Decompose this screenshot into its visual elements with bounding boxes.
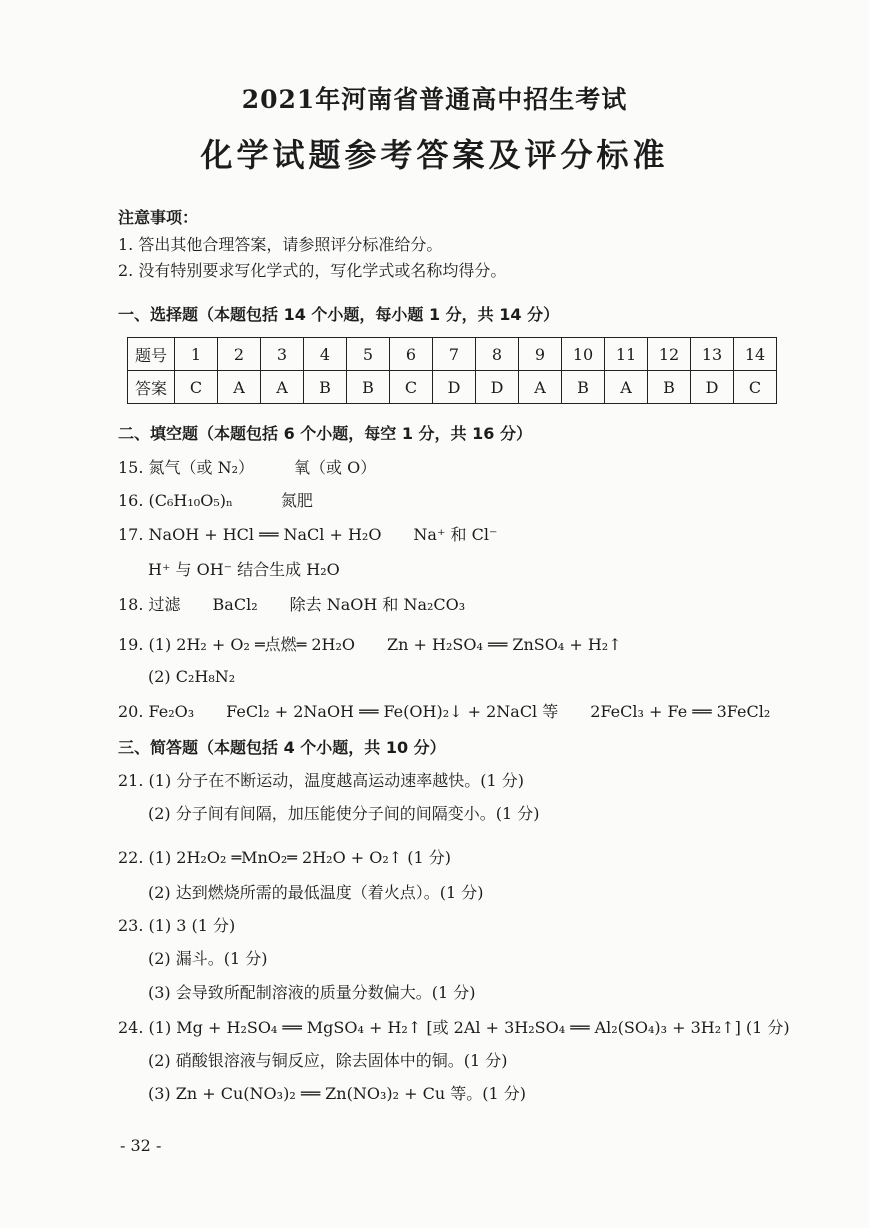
answer-line: 17. NaOH + HCl ══ NaCl + H₂O Na⁺ 和 Cl⁻ [118,525,498,544]
answer-line: 19. (1) 2H₂ + O₂ ═点燃═ 2H₂O Zn + H₂SO₄ ══ ZnSO₄ + H₂↑ [118,635,622,654]
document-title: 化学试题参考答案及评分标准 [200,136,669,174]
answer-line: 15. 氮气（或 N₂） 氧（或 O） [118,458,377,477]
page-number: - 32 - [120,1136,162,1155]
exam-title: 2021年河南省普通高中招生考试 [241,85,628,114]
question-number-cell: 14 [734,338,777,371]
question-number-cell: 8 [476,338,519,371]
answer-cell: D [476,371,519,404]
notes-heading: 注意事项： [118,208,199,227]
question-number-cell: 10 [562,338,605,371]
answer-cell: A [605,371,648,404]
table-header-cell: 题号 [128,338,175,371]
table-row [128,371,777,404]
question-number-cell: 6 [390,338,433,371]
answer-line: 22. (1) 2H₂O₂ ═MnO₂═ 2H₂O + O₂↑ (1 分) [118,848,452,867]
answer-line: (2) C₂H₈N₂ [148,667,236,686]
answer-line: 24. (1) Mg + H₂SO₄ ══ MgSO₄ + H₂↑ [或 2Al + 3H₂SO₄ ══ Al₂(SO₄)₃ + 3H₂↑] (1 分) [118,1018,790,1037]
answer-line: 21. (1) 分子在不断运动，温度越高运动速率越快。(1 分) [118,771,525,790]
question-number-cell: 3 [261,338,304,371]
note-item: 1. 答出其他合理答案，请参照评分标准给分。 [118,235,443,254]
answer-line: 16. (C₆H₁₀O₅)ₙ 氮肥 [118,491,313,510]
answer-cell: C [175,371,218,404]
answer-line: 18. 过滤 BaCl₂ 除去 NaOH 和 Na₂CO₃ [118,595,466,614]
section3-heading: 三、简答题（本题包括 4 个小题，共 10 分） [118,738,446,757]
answer-cell: B [347,371,390,404]
answer-line: 23. (1) 3 (1 分) [118,916,236,935]
question-number-cell: 12 [648,338,691,371]
answer-table [127,337,777,404]
answer-cell: C [734,371,777,404]
table-row [128,338,777,371]
answer-line: (2) 漏斗。(1 分) [148,949,268,968]
answer-cell: B [304,371,347,404]
section2-heading: 二、填空题（本题包括 6 个小题，每空 1 分，共 16 分） [118,424,532,443]
question-number-cell: 5 [347,338,390,371]
question-number-cell: 9 [519,338,562,371]
answer-line: H⁺ 与 OH⁻ 结合生成 H₂O [148,560,340,579]
answer-line: (2) 分子间有间隔，加压能使分子间的间隔变小。(1 分) [148,804,540,823]
question-number-cell: 2 [218,338,261,371]
answer-cell: C [390,371,433,404]
answer-cell: A [519,371,562,404]
answer-line: (2) 硝酸银溶液与铜反应，除去固体中的铜。(1 分) [148,1051,508,1070]
table-header-cell: 答案 [128,371,175,404]
answer-cell: D [433,371,476,404]
answer-cell: B [648,371,691,404]
answer-cell: D [691,371,734,404]
question-number-cell: 13 [691,338,734,371]
note-item: 2. 没有特别要求写化学式的，写化学式或名称均得分。 [118,261,507,280]
answer-cell: A [261,371,304,404]
section1-heading: 一、选择题（本题包括 14 个小题，每小题 1 分，共 14 分） [118,305,560,324]
question-number-cell: 7 [433,338,476,371]
question-number-cell: 11 [605,338,648,371]
question-number-cell: 4 [304,338,347,371]
answer-line: (2) 达到燃烧所需的最低温度（着火点）。(1 分) [148,883,484,902]
answer-line: (3) 会导致所配制溶液的质量分数偏大。(1 分) [148,983,476,1002]
question-number-cell: 1 [175,338,218,371]
answer-line: (3) Zn + Cu(NO₃)₂ ══ Zn(NO₃)₂ + Cu 等。(1 分) [148,1084,526,1103]
answer-line: 20. Fe₂O₃ FeCl₂ + 2NaOH ══ Fe(OH)₂↓ + 2NaCl 等 2FeCl₃ + Fe ══ 3FeCl₂ [118,702,771,721]
answer-cell: A [218,371,261,404]
answer-cell: B [562,371,605,404]
